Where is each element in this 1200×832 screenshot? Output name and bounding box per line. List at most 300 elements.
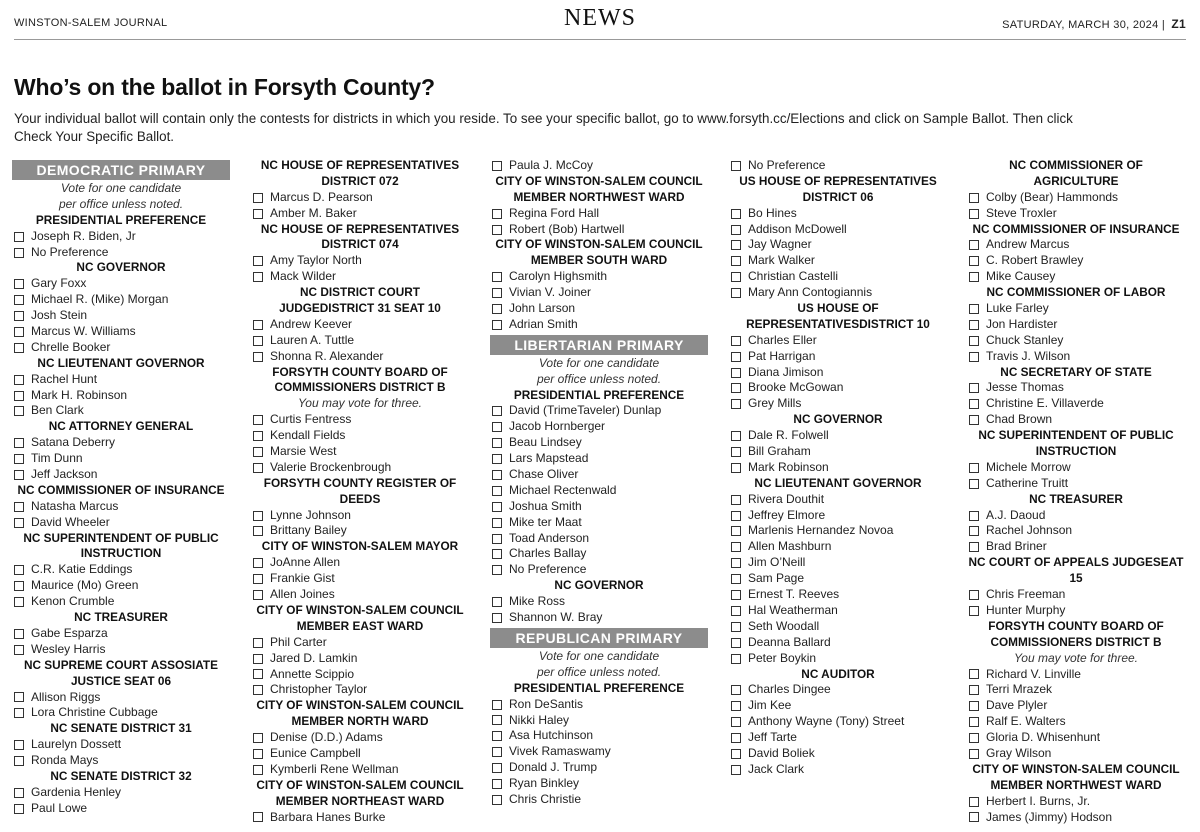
candidate-name: Paula J. McCoy: [509, 158, 594, 172]
checkbox-icon: [492, 613, 502, 623]
candidate-name: Allen Joines: [270, 587, 335, 602]
checkbox-icon: [969, 272, 979, 282]
checkbox-icon: [731, 685, 741, 695]
candidate-option: [490, 744, 708, 760]
checkbox-icon: [14, 645, 24, 655]
section-title: NEWS: [564, 5, 636, 31]
candidate-name: Anthony Wayne (Tony) Street: [748, 714, 905, 729]
candidate-option: [967, 190, 1185, 206]
ballot-instruction: per office unless noted.: [536, 664, 662, 679]
candidate-option: [490, 546, 708, 562]
candidate-name: A.J. Daoud: [986, 507, 1046, 522]
checkbox-icon: [969, 415, 979, 425]
checkbox-icon: [969, 256, 979, 266]
candidate-option: [967, 523, 1185, 539]
checkbox-icon: [14, 391, 24, 401]
ballot-instruction: Vote for one candidate: [538, 648, 660, 663]
ballot-instruction: You may vote for three.: [1013, 650, 1139, 665]
candidate-option: [251, 269, 469, 285]
checkbox-icon: [969, 606, 979, 616]
candidate-option: [12, 642, 230, 658]
candidate-option: [729, 396, 947, 412]
office-heading: NC TREASURER: [1029, 491, 1123, 506]
candidate-option: [729, 269, 947, 285]
checkbox-icon: [253, 352, 263, 362]
ballot-instruction: Vote for one candidate: [60, 181, 182, 195]
candidate-name: Phil Carter: [270, 634, 327, 649]
checkbox-icon: [731, 606, 741, 616]
candidate-option: [251, 508, 469, 524]
candidate-name: Donald J. Trump: [509, 760, 598, 775]
office-heading: COMMISSIONERS DISTRICT B: [274, 380, 446, 395]
checkbox-icon: [492, 320, 502, 330]
office-heading: MEMBER NORTHWEST WARD: [990, 777, 1162, 792]
checkbox-icon: [492, 747, 502, 757]
candidate-name: Charles Ballay: [509, 546, 587, 561]
candidate-name: Steve Troxler: [986, 205, 1057, 220]
checkbox-icon: [253, 463, 263, 473]
office-heading: NC DISTRICT COURT: [300, 285, 420, 300]
checkbox-icon: [253, 749, 263, 759]
candidate-option: [967, 269, 1185, 285]
candidate-name: Gabe Esparza: [31, 625, 108, 640]
candidate-name: Colby (Bear) Hammonds: [986, 189, 1119, 204]
checkbox-icon: [14, 788, 24, 798]
candidate-name: Carolyn Highsmith: [509, 269, 608, 284]
candidate-name: Jeff Jackson: [31, 467, 98, 482]
candidate-name: Catherine Truitt: [986, 475, 1069, 490]
candidate-option: [729, 651, 947, 667]
candidate-name: Addison McDowell: [748, 221, 847, 236]
office-heading: DISTRICT 06: [802, 189, 874, 204]
candidate-name: Chuck Stanley: [986, 332, 1064, 347]
office-heading: CITY OF WINSTON-SALEM COUNCIL: [256, 698, 464, 713]
candidate-option: [251, 651, 469, 667]
candidate-name: Annette Scippio: [270, 666, 355, 681]
office-heading: NC LIEUTENANT GOVERNOR: [37, 355, 205, 370]
candidate-name: Adrian Smith: [509, 316, 578, 331]
office-heading: NC LIEUTENANT GOVERNOR: [754, 475, 922, 490]
candidate-option: [251, 762, 469, 778]
office-heading: NC SENATE DISTRICT 31: [50, 721, 192, 736]
candidate-name: Lauren A. Tuttle: [270, 332, 355, 347]
checkbox-icon: [731, 526, 741, 536]
checkbox-icon: [731, 431, 741, 441]
checkbox-icon: [253, 733, 263, 743]
office-heading: JUDGEDISTRICT 31 SEAT 10: [279, 301, 441, 316]
office-heading: COMMISSIONERS DISTRICT B: [990, 634, 1162, 649]
candidate-name: David Boliek: [748, 745, 815, 760]
checkbox-icon: [969, 590, 979, 600]
checkbox-icon: [731, 574, 741, 584]
candidate-name: Mike ter Maat: [509, 514, 582, 529]
candidate-name: Jim O’Neill: [748, 555, 806, 570]
candidate-option: [12, 245, 230, 261]
candidate-option: [967, 508, 1185, 524]
checkbox-icon: [969, 320, 979, 330]
candidate-option: [12, 801, 230, 817]
candidate-name: Chrelle Booker: [31, 339, 111, 354]
candidate-option: [967, 380, 1185, 396]
candidate-option: [967, 253, 1185, 269]
checkbox-icon: [14, 454, 24, 464]
checkbox-icon: [253, 574, 263, 584]
checkbox-icon: [492, 438, 502, 448]
checkbox-icon: [969, 526, 979, 536]
candidate-name: Satana Deberry: [31, 435, 116, 450]
checkbox-icon: [253, 336, 263, 346]
candidate-name: Jim Kee: [748, 698, 792, 713]
checkbox-icon: [253, 590, 263, 600]
checkbox-icon: [731, 590, 741, 600]
checkbox-icon: [14, 629, 24, 639]
checkbox-icon: [969, 812, 979, 822]
candidate-name: Allen Mashburn: [748, 539, 832, 554]
candidate-option: [251, 730, 469, 746]
checkbox-icon: [14, 248, 24, 258]
ballot-column-1: [12, 158, 230, 817]
candidate-option: [490, 728, 708, 744]
candidate-option: [967, 794, 1185, 810]
candidate-name: No Preference: [748, 158, 826, 172]
checkbox-icon: [969, 669, 979, 679]
candidate-option: [729, 539, 947, 555]
candidate-option: [490, 697, 708, 713]
candidate-name: Andrew Keever: [270, 316, 353, 331]
checkbox-icon: [492, 470, 502, 480]
candidate-name: Ron DeSantis: [509, 696, 584, 711]
candidate-name: Peter Boykin: [748, 650, 817, 665]
office-heading: FORSYTH COUNTY BOARD OF: [988, 618, 1164, 633]
checkbox-icon: [731, 447, 741, 457]
candidate-option: [967, 714, 1185, 730]
candidate-option: [729, 571, 947, 587]
checkbox-icon: [253, 511, 263, 521]
candidate-option: [12, 562, 230, 578]
checkbox-icon: [731, 463, 741, 473]
candidate-name: Brooke McGowan: [748, 380, 844, 395]
candidate-option: [729, 635, 947, 651]
checkbox-icon: [492, 795, 502, 805]
candidate-option: [251, 333, 469, 349]
candidate-name: Marsie West: [270, 444, 337, 459]
candidate-name: Christopher Taylor: [270, 682, 368, 697]
candidate-option: [12, 340, 230, 356]
office-heading: NC HOUSE OF REPRESENTATIVES: [260, 221, 460, 236]
office-heading: PRESIDENTIAL PREFERENCE: [513, 387, 685, 402]
candidate-option: [490, 403, 708, 419]
office-heading: CITY OF WINSTON-SALEM MAYOR: [261, 539, 459, 554]
candidate-name: Rachel Hunt: [31, 371, 98, 386]
candidate-name: Denise (D.D.) Adams: [270, 730, 383, 745]
office-heading: MEMBER EAST WARD: [296, 618, 424, 633]
candidate-name: Shonna R. Alexander: [270, 348, 384, 363]
candidate-name: Jeffrey Elmore: [748, 507, 826, 522]
candidate-option: [12, 753, 230, 769]
checkbox-icon: [253, 193, 263, 203]
party-primary-header: REPUBLICAN PRIMARY: [490, 628, 708, 648]
checkbox-icon: [14, 406, 24, 416]
candidate-option: [251, 746, 469, 762]
candidate-name: Ralf E. Walters: [986, 714, 1066, 729]
candidate-option: [12, 403, 230, 419]
candidate-name: Mack Wilder: [270, 269, 337, 284]
checkbox-icon: [731, 542, 741, 552]
candidate-name: Seth Woodall: [748, 618, 820, 633]
checkbox-icon: [731, 383, 741, 393]
office-heading: NC GOVERNOR: [554, 578, 644, 593]
candidate-name: Michael R. (Mike) Morgan: [31, 292, 169, 307]
candidate-name: C. Robert Brawley: [986, 253, 1084, 268]
checkbox-icon: [731, 558, 741, 568]
candidate-name: Regina Ford Hall: [509, 205, 600, 220]
checkbox-icon: [969, 749, 979, 759]
checkbox-icon: [14, 343, 24, 353]
candidate-option: [251, 571, 469, 587]
candidate-name: Jared D. Lamkin: [270, 650, 358, 665]
candidate-name: Sam Page: [748, 571, 805, 586]
candidate-option: [967, 698, 1185, 714]
candidate-option: [251, 523, 469, 539]
candidate-option: [729, 460, 947, 476]
candidate-option: [967, 301, 1185, 317]
candidate-option: [12, 388, 230, 404]
checkbox-icon: [253, 654, 263, 664]
candidate-name: Marcus W. Williams: [31, 324, 136, 339]
candidate-option: [490, 483, 708, 499]
checkbox-icon: [253, 209, 263, 219]
candidate-name: Chad Brown: [986, 412, 1053, 427]
checkbox-icon: [731, 638, 741, 648]
candidate-name: Vivian V. Joiner: [509, 285, 592, 300]
office-heading: FORSYTH COUNTY REGISTER OF: [263, 475, 457, 490]
office-heading: NC SENATE DISTRICT 32: [50, 768, 192, 783]
candidate-name: Lora Christine Cubbage: [31, 705, 158, 720]
candidate-option: [12, 785, 230, 801]
candidate-name: Andrew Marcus: [986, 237, 1070, 252]
checkbox-icon: [253, 256, 263, 266]
checkbox-icon: [14, 692, 24, 702]
candidate-option: [729, 333, 947, 349]
office-heading: NC SECRETARY OF STATE: [1000, 364, 1152, 379]
checkbox-icon: [492, 779, 502, 789]
checkbox-icon: [731, 701, 741, 711]
office-heading: MEMBER NORTHEAST WARD: [275, 793, 445, 808]
candidate-option: [251, 460, 469, 476]
checkbox-icon: [731, 272, 741, 282]
candidate-name: Chris Freeman: [986, 587, 1066, 602]
checkbox-icon: [253, 272, 263, 282]
checkbox-icon: [14, 502, 24, 512]
office-heading: FORSYTH COUNTY BOARD OF: [272, 364, 448, 379]
candidate-option: [729, 682, 947, 698]
office-heading: NC COMMISSIONER OF INSURANCE: [972, 221, 1180, 236]
checkbox-icon: [253, 431, 263, 441]
checkbox-icon: [969, 336, 979, 346]
candidate-option: [967, 333, 1185, 349]
candidate-option: [729, 714, 947, 730]
candidate-option: [490, 515, 708, 531]
candidate-name: Valerie Brockenbrough: [270, 459, 392, 474]
candidate-name: Rivera Douthit: [748, 491, 825, 506]
checkbox-icon: [969, 542, 979, 552]
checkbox-icon: [731, 225, 741, 235]
date-line: [1002, 17, 1186, 31]
office-heading: INSTRUCTION: [1035, 444, 1117, 459]
checkbox-icon: [14, 708, 24, 718]
checkbox-icon: [731, 717, 741, 727]
candidate-name: Beau Lindsey: [509, 435, 582, 450]
checkbox-icon: [492, 304, 502, 314]
page-number: Z1: [1171, 17, 1186, 31]
candidate-name: Frankie Gist: [270, 571, 335, 586]
candidate-option: [729, 222, 947, 238]
candidate-option: [967, 412, 1185, 428]
checkbox-icon: [492, 209, 502, 219]
candidate-name: Laurelyn Dossett: [31, 737, 122, 752]
checkbox-icon: [253, 558, 263, 568]
checkbox-icon: [731, 352, 741, 362]
office-heading: US HOUSE OF: [797, 301, 879, 316]
candidate-option: [251, 412, 469, 428]
candidate-option: [967, 746, 1185, 762]
candidate-option: [12, 229, 230, 245]
candidate-option: [251, 206, 469, 222]
checkbox-icon: [969, 685, 979, 695]
candidate-option: [729, 587, 947, 603]
candidate-name: Christian Castelli: [748, 269, 839, 284]
candidate-name: Charles Eller: [748, 332, 817, 347]
checkbox-icon: [731, 765, 741, 775]
office-heading: US HOUSE OF REPRESENTATIVES: [739, 173, 937, 188]
candidate-option: [967, 237, 1185, 253]
candidate-name: Gary Foxx: [31, 276, 87, 291]
candidate-option: [12, 594, 230, 610]
checkbox-icon: [731, 495, 741, 505]
candidate-name: Hal Weatherman: [748, 602, 838, 617]
candidate-name: Nikki Haley: [509, 712, 570, 727]
checkbox-icon: [14, 311, 24, 321]
candidate-name: Jeff Tarte: [748, 730, 797, 745]
candidate-name: C.R. Katie Eddings: [31, 562, 133, 577]
candidate-name: Allison Riggs: [31, 689, 101, 704]
candidate-option: [12, 737, 230, 753]
office-heading: NC COURT OF APPEALS JUDGESEAT: [968, 555, 1184, 570]
candidate-option: [729, 380, 947, 396]
candidate-option: [967, 539, 1185, 555]
newspaper-name: WINSTON-SALEM JOURNAL: [14, 17, 168, 29]
office-heading: AGRICULTURE: [1033, 173, 1119, 188]
office-heading: 15: [1069, 571, 1083, 586]
office-heading: CITY OF WINSTON-SALEM COUNCIL: [256, 602, 464, 617]
candidate-name: Travis J. Wilson: [986, 348, 1071, 363]
candidate-option: [729, 349, 947, 365]
candidate-option: [967, 396, 1185, 412]
checkbox-icon: [14, 756, 24, 766]
candidate-option: [490, 285, 708, 301]
candidate-option: [967, 476, 1185, 492]
ballot-column-2: [251, 158, 469, 825]
candidate-name: Terri Mrazek: [986, 682, 1053, 697]
candidate-name: Rachel Johnson: [986, 523, 1073, 538]
checkbox-icon: [731, 399, 741, 409]
candidate-name: Josh Stein: [31, 308, 88, 323]
candidate-name: No Preference: [31, 244, 109, 259]
candidate-option: [251, 667, 469, 683]
candidate-name: Ben Clark: [31, 403, 84, 418]
ballot-column-3: [490, 158, 708, 808]
checkbox-icon: [969, 701, 979, 711]
candidate-option: [490, 610, 708, 626]
candidate-name: Michele Morrow: [986, 459, 1071, 474]
candidate-name: Diana Jimison: [748, 364, 824, 379]
candidate-option: [967, 349, 1185, 365]
candidate-name: Asa Hutchinson: [509, 728, 594, 743]
candidate-name: Mike Causey: [986, 269, 1056, 284]
checkbox-icon: [969, 797, 979, 807]
office-heading: NC SUPREME COURT ASSOSIATE: [23, 657, 218, 672]
candidate-option: [967, 206, 1185, 222]
office-heading: CITY OF WINSTON-SALEM COUNCIL: [256, 777, 464, 792]
office-heading: MEMBER NORTHWEST WARD: [513, 189, 685, 204]
candidate-name: Bill Graham: [748, 444, 811, 459]
candidate-option: [729, 698, 947, 714]
candidate-name: Luke Farley: [986, 301, 1049, 316]
checkbox-icon: [492, 422, 502, 432]
candidate-option: [251, 190, 469, 206]
checkbox-icon: [492, 486, 502, 496]
checkbox-icon: [14, 327, 24, 337]
date-separator: |: [1161, 19, 1166, 31]
office-heading: NC TREASURER: [74, 610, 168, 625]
candidate-name: Mike Ross: [509, 594, 566, 609]
candidate-name: Pat Harrigan: [748, 348, 816, 363]
candidate-option: [967, 317, 1185, 333]
office-heading: NC HOUSE OF REPRESENTATIVES: [260, 158, 460, 172]
candidate-name: Amy Taylor North: [270, 253, 362, 268]
checkbox-icon: [253, 320, 263, 330]
candidate-name: Kymberli Rene Wellman: [270, 761, 399, 776]
candidate-name: Bo Hines: [748, 205, 797, 220]
candidate-name: Joshua Smith: [509, 498, 582, 513]
checkbox-icon: [969, 209, 979, 219]
candidate-option: [490, 269, 708, 285]
candidate-option: [729, 619, 947, 635]
checkbox-icon: [14, 438, 24, 448]
candidate-option: [490, 499, 708, 515]
candidate-option: [12, 435, 230, 451]
checkbox-icon: [492, 272, 502, 282]
candidate-name: Mark Robinson: [748, 459, 829, 474]
candidate-option: [12, 276, 230, 292]
candidate-name: Herbert I. Burns, Jr.: [986, 793, 1091, 808]
candidate-name: Toad Anderson: [509, 530, 590, 545]
checkbox-icon: [969, 240, 979, 250]
checkbox-icon: [492, 763, 502, 773]
office-heading: NC ATTORNEY GENERAL: [48, 419, 194, 434]
candidate-option: [729, 253, 947, 269]
office-heading: NC COMMISSIONER OF: [1009, 158, 1143, 172]
candidate-option: [12, 324, 230, 340]
candidate-name: Gloria D. Whisenhunt: [986, 730, 1101, 745]
candidate-option: [729, 444, 947, 460]
office-heading: CITY OF WINSTON-SALEM COUNCIL: [495, 173, 703, 188]
checkbox-icon: [969, 463, 979, 473]
candidate-name: Dave Plyler: [986, 698, 1048, 713]
ballot-instruction: Vote for one candidate: [538, 355, 660, 370]
checkbox-icon: [492, 502, 502, 512]
candidate-name: Mary Ann Contogiannis: [748, 285, 873, 300]
